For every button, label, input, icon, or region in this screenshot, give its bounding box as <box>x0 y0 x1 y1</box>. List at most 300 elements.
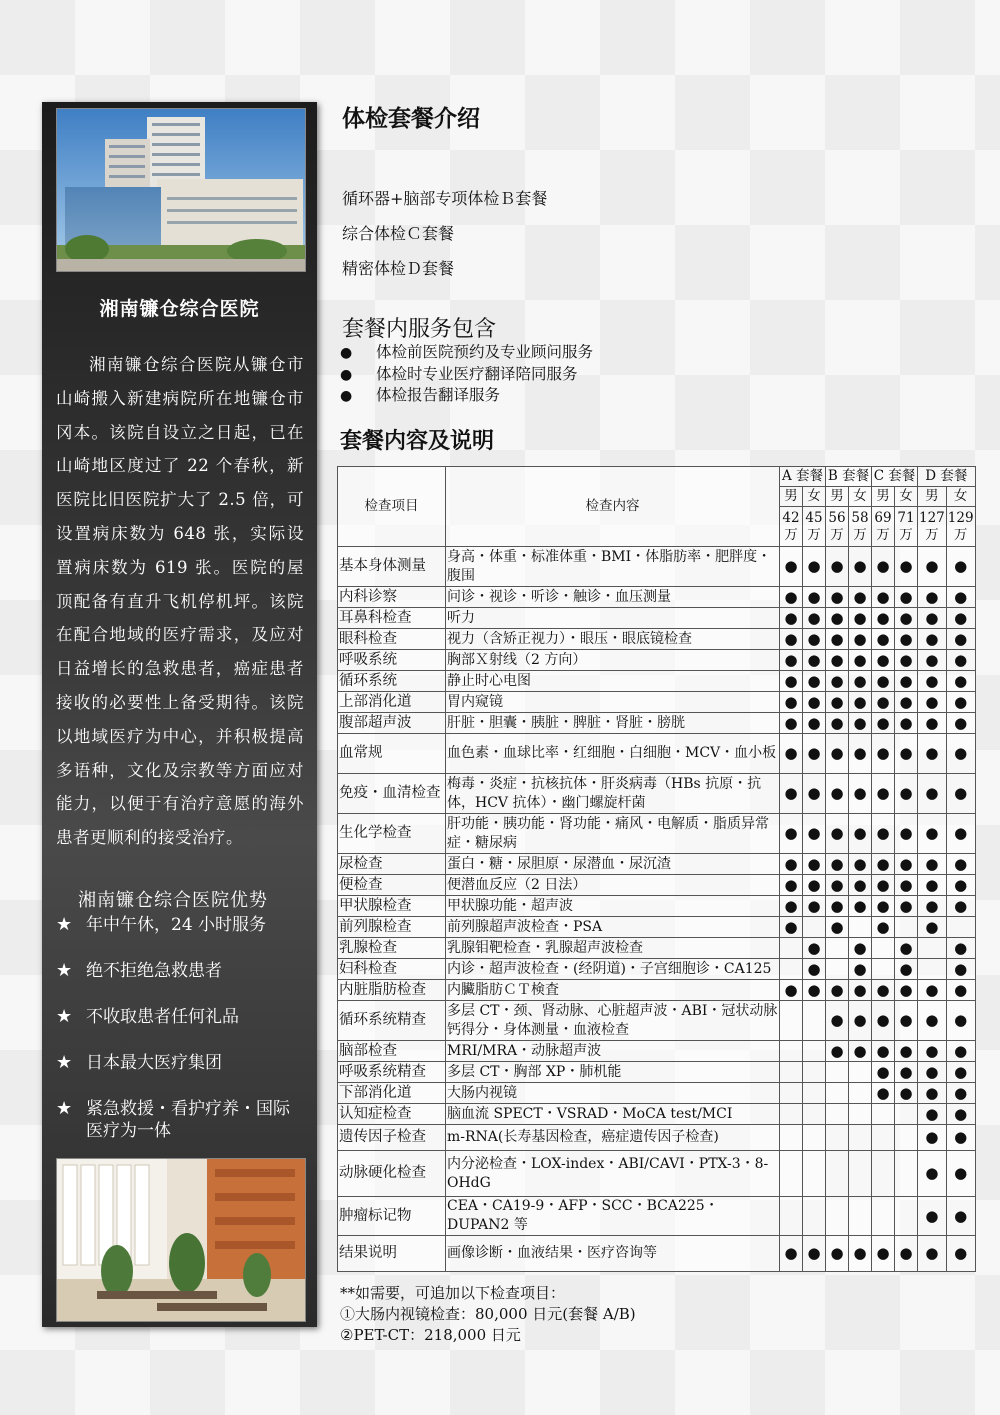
empty-cell <box>780 1083 803 1104</box>
table-row <box>338 1104 976 1125</box>
included-mark: ● <box>895 980 918 1001</box>
included-mark: ● <box>826 734 849 774</box>
table-title: 套餐内容及说明 <box>340 428 495 454</box>
price-value: 69 <box>874 509 892 526</box>
included-mark: ● <box>826 608 849 629</box>
table-row <box>338 875 976 896</box>
included-mark: ● <box>780 587 803 608</box>
row-item: 动脉硬化检查 <box>338 1151 446 1197</box>
included-mark: ● <box>895 650 918 671</box>
service-item: ● 体检前医院预约及专业顾问服务 <box>340 342 593 364</box>
included-mark: ● <box>918 1125 947 1151</box>
included-mark: ● <box>803 692 826 713</box>
table-row <box>338 1236 976 1272</box>
checkup-table <box>337 466 976 1272</box>
included-mark: ● <box>780 814 803 854</box>
table-row <box>338 938 976 959</box>
included-mark: ● <box>946 734 975 774</box>
row-item: 生化学检查 <box>338 814 446 854</box>
advantages-list <box>56 914 306 1144</box>
included-mark: ● <box>826 896 849 917</box>
price-unit: 万 <box>830 526 844 543</box>
included-mark: ● <box>826 1236 849 1272</box>
row-content: 画像诊断・血液结果・医疗咨询等 <box>446 1236 780 1272</box>
empty-cell <box>826 1197 849 1236</box>
included-mark: ● <box>803 875 826 896</box>
included-mark: ● <box>946 692 975 713</box>
table-row <box>338 587 976 608</box>
included-mark: ● <box>918 1236 947 1272</box>
plan-a-header: A 套餐 <box>780 467 826 487</box>
page-title: 体检套餐介绍 <box>342 105 480 132</box>
table-row <box>338 1083 976 1104</box>
included-mark: ● <box>803 713 826 734</box>
row-content: 梅毒・炎症・抗核抗体・肝炎病毒（HBs 抗原・抗体，HCV 抗体）・幽门螺旋杆菌 <box>446 774 780 814</box>
included-mark: ● <box>895 1083 918 1104</box>
included-mark: ● <box>780 547 803 587</box>
included-mark: ● <box>849 713 872 734</box>
included-mark: ● <box>872 671 895 692</box>
included-mark: ● <box>946 713 975 734</box>
row-content: 脑血流 SPECT・VSRAD・MoCA test/MCI <box>446 1104 780 1125</box>
notes <box>340 1283 636 1346</box>
included-mark: ● <box>849 1001 872 1041</box>
included-mark: ● <box>895 896 918 917</box>
included-mark: ● <box>803 814 826 854</box>
included-mark: ● <box>872 692 895 713</box>
empty-cell <box>849 1062 872 1083</box>
table-row <box>338 917 976 938</box>
table-row <box>338 774 976 814</box>
included-mark: ● <box>946 608 975 629</box>
plan-d-header: D 套餐 <box>918 467 976 487</box>
table-row <box>338 1197 976 1236</box>
included-mark: ● <box>946 1041 975 1062</box>
included-mark: ● <box>946 959 975 980</box>
star-icon: ★ <box>56 1098 73 1119</box>
empty-cell <box>849 1104 872 1125</box>
included-mark: ● <box>849 1041 872 1062</box>
row-content: 蛋白・糖・尿胆原・尿潜血・尿沉渣 <box>446 854 780 875</box>
included-mark: ● <box>803 629 826 650</box>
included-mark: ● <box>946 629 975 650</box>
empty-cell <box>803 1125 826 1151</box>
included-mark: ● <box>803 774 826 814</box>
included-mark: ● <box>918 980 947 1001</box>
included-mark: ● <box>946 1083 975 1104</box>
row-item: 下部消化道 <box>338 1083 446 1104</box>
included-mark: ● <box>872 1083 895 1104</box>
gender-cell: 男 <box>826 487 849 507</box>
row-content: 听力 <box>446 608 780 629</box>
row-item: 内脏脂肪检查 <box>338 980 446 1001</box>
empty-cell <box>849 1083 872 1104</box>
included-mark: ● <box>918 1041 947 1062</box>
included-mark: ● <box>826 917 849 938</box>
empty-cell <box>826 1151 849 1197</box>
included-mark: ● <box>946 587 975 608</box>
table-row <box>338 1041 976 1062</box>
included-mark: ● <box>803 980 826 1001</box>
service-item: ● 体检时专业医疗翻译陪同服务 <box>340 364 593 386</box>
included-mark: ● <box>849 692 872 713</box>
price-cell <box>803 507 826 547</box>
included-mark: ● <box>780 875 803 896</box>
gender-cell: 男 <box>918 487 947 507</box>
price-unit: 万 <box>925 526 939 543</box>
table-row <box>338 814 976 854</box>
table-row <box>338 854 976 875</box>
included-mark: ● <box>849 629 872 650</box>
price-cell <box>849 507 872 547</box>
empty-cell <box>872 1104 895 1125</box>
included-mark: ● <box>872 896 895 917</box>
included-mark: ● <box>895 587 918 608</box>
row-content: 前列腺超声波检查・PSA <box>446 917 780 938</box>
empty-cell <box>872 938 895 959</box>
table-row <box>338 734 976 774</box>
row-item: 眼科检查 <box>338 629 446 650</box>
row-item: 耳鼻科检查 <box>338 608 446 629</box>
empty-cell <box>895 917 918 938</box>
included-mark: ● <box>946 814 975 854</box>
table-row <box>338 671 976 692</box>
included-mark: ● <box>849 980 872 1001</box>
row-content: 静止时心电图 <box>446 671 780 692</box>
empty-cell <box>826 1104 849 1125</box>
included-mark: ● <box>780 896 803 917</box>
empty-cell <box>803 917 826 938</box>
bullet-icon: ● <box>340 345 353 361</box>
included-mark: ● <box>849 734 872 774</box>
table-row <box>338 1151 976 1197</box>
included-mark: ● <box>849 774 872 814</box>
included-mark: ● <box>849 587 872 608</box>
empty-cell <box>872 1197 895 1236</box>
table-row <box>338 1062 976 1083</box>
included-mark: ● <box>826 692 849 713</box>
services-list <box>340 342 593 407</box>
empty-cell <box>826 959 849 980</box>
bullet-icon: ● <box>340 388 353 404</box>
price-cell <box>918 507 947 547</box>
included-mark: ● <box>780 1236 803 1272</box>
included-mark: ● <box>895 854 918 875</box>
gender-cell: 女 <box>803 487 826 507</box>
price-value: 45 <box>805 509 823 526</box>
included-mark: ● <box>895 713 918 734</box>
included-mark: ● <box>895 692 918 713</box>
included-mark: ● <box>918 814 947 854</box>
table-row <box>338 629 976 650</box>
included-mark: ● <box>803 547 826 587</box>
included-mark: ● <box>780 854 803 875</box>
included-mark: ● <box>918 713 947 734</box>
included-mark: ● <box>918 671 947 692</box>
price-cell <box>780 507 803 547</box>
empty-cell <box>872 1125 895 1151</box>
empty-cell <box>826 1125 849 1151</box>
row-content: 乳腺钼靶检查・乳腺超声波检查 <box>446 938 780 959</box>
included-mark: ● <box>872 1062 895 1083</box>
row-item: 妇科检查 <box>338 959 446 980</box>
empty-cell <box>780 959 803 980</box>
included-mark: ● <box>946 1104 975 1125</box>
row-item: 血常规 <box>338 734 446 774</box>
col-content-header: 检查内容 <box>446 467 780 547</box>
price-unit: 万 <box>876 526 890 543</box>
included-mark: ● <box>780 734 803 774</box>
price-value: 71 <box>897 509 915 526</box>
included-mark: ● <box>826 1001 849 1041</box>
notes-header: **如需要，可追加以下检查项目： <box>340 1284 566 1302</box>
row-item: 便检查 <box>338 875 446 896</box>
included-mark: ● <box>826 650 849 671</box>
included-mark: ● <box>946 650 975 671</box>
empty-cell <box>895 1197 918 1236</box>
included-mark: ● <box>946 1197 975 1236</box>
included-mark: ● <box>803 1236 826 1272</box>
gender-cell: 男 <box>872 487 895 507</box>
empty-cell <box>780 1062 803 1083</box>
included-mark: ● <box>872 1041 895 1062</box>
plan-b-header: B 套餐 <box>826 467 872 487</box>
included-mark: ● <box>803 650 826 671</box>
row-content: 问诊・视诊・听诊・触诊・血压测量 <box>446 587 780 608</box>
included-mark: ● <box>895 1041 918 1062</box>
empty-cell <box>849 917 872 938</box>
included-mark: ● <box>895 1236 918 1272</box>
table-row <box>338 692 976 713</box>
included-mark: ● <box>946 980 975 1001</box>
col-item-header: 检查项目 <box>338 467 446 547</box>
row-content: 内诊・超声波检查・(经阴道)・子宫细胞诊・CA125 <box>446 959 780 980</box>
empty-cell <box>895 1125 918 1151</box>
price-value: 56 <box>828 509 846 526</box>
included-mark: ● <box>872 734 895 774</box>
included-mark: ● <box>849 875 872 896</box>
included-mark: ● <box>946 1001 975 1041</box>
gender-cell: 女 <box>849 487 872 507</box>
included-mark: ● <box>918 1001 947 1041</box>
star-icon: ★ <box>56 1052 73 1073</box>
included-mark: ● <box>780 980 803 1001</box>
row-content: 便潜血反应（2 日法） <box>446 875 780 896</box>
included-mark: ● <box>849 608 872 629</box>
included-mark: ● <box>872 980 895 1001</box>
price-value: 129 <box>947 509 974 526</box>
row-item: 前列腺检查 <box>338 917 446 938</box>
row-item: 腹部超声波 <box>338 713 446 734</box>
included-mark: ● <box>826 547 849 587</box>
included-mark: ● <box>872 917 895 938</box>
row-content: 多层 CT・颈、肾动脉、心脏超声波・ABI・冠状动脉钙得分・身体测量・血液检查 <box>446 1001 780 1041</box>
price-cell <box>946 507 975 547</box>
hospital-description: 湘南镰仓综合医院从镰仓市山崎搬入新建病院所在地镰仓市冈本。该院自设立之日起，已在山崎地区度过了 22 个春秋，新医院比旧医院扩大了 2.5 倍，可设置病床数为 648 张，实际设置病床数为 619 张。医院的屋顶配备有直升飞机停机坪。该院在配合地域的医疗需求，及应对日益增长的急救患者，癌症患者接收的必要性上备受期待。该院以地域医疗为中心，并积极提高多语种，文化及宗教等方面应对能力，以便于有治疗意愿的海外患者更顺利的接受治疗。 <box>56 355 304 848</box>
included-mark: ● <box>780 629 803 650</box>
empty-cell <box>803 1041 826 1062</box>
empty-cell <box>826 1083 849 1104</box>
included-mark: ● <box>872 875 895 896</box>
hospital-name: 湘南镰仓综合医院 <box>99 298 260 320</box>
table-row <box>338 1125 976 1151</box>
row-item: 尿检查 <box>338 854 446 875</box>
included-mark: ● <box>895 938 918 959</box>
included-mark: ● <box>946 1236 975 1272</box>
included-mark: ● <box>826 774 849 814</box>
package-d-label: 精密体检Ｄ套餐 <box>342 259 455 278</box>
row-item: 内科诊察 <box>338 587 446 608</box>
included-mark: ● <box>803 938 826 959</box>
included-mark: ● <box>780 713 803 734</box>
star-icon: ★ <box>56 914 73 935</box>
included-mark: ● <box>780 608 803 629</box>
advantage-item: ★ 不收取患者任何礼品 <box>56 1006 239 1027</box>
empty-cell <box>849 1197 872 1236</box>
row-item: 基本身体测量 <box>338 547 446 587</box>
included-mark: ● <box>895 734 918 774</box>
included-mark: ● <box>849 814 872 854</box>
included-mark: ● <box>918 608 947 629</box>
empty-cell <box>803 1001 826 1041</box>
included-mark: ● <box>826 980 849 1001</box>
included-mark: ● <box>872 814 895 854</box>
service-item: ● 体检报告翻译服务 <box>340 385 593 407</box>
included-mark: ● <box>826 587 849 608</box>
included-mark: ● <box>826 629 849 650</box>
included-mark: ● <box>895 774 918 814</box>
empty-cell <box>826 938 849 959</box>
included-mark: ● <box>895 629 918 650</box>
included-mark: ● <box>946 671 975 692</box>
empty-cell <box>803 1104 826 1125</box>
included-mark: ● <box>918 1151 947 1197</box>
row-content: 胃内窥镜 <box>446 692 780 713</box>
row-content: 肝功能・胰功能・肾功能・痛风・电解质・脂质异常症・糖尿病 <box>446 814 780 854</box>
price-cell <box>895 507 918 547</box>
included-mark: ● <box>918 587 947 608</box>
note-item: ①大肠内视镜检查：80,000 日元(套餐 A/B) <box>340 1305 636 1323</box>
advantage-item: ★ 紧急救援・看护疗养・国际医疗为一体 <box>56 1098 290 1141</box>
included-mark: ● <box>803 671 826 692</box>
included-mark: ● <box>918 774 947 814</box>
included-mark: ● <box>872 629 895 650</box>
table-row <box>338 980 976 1001</box>
row-item: 循环系统精查 <box>338 1001 446 1041</box>
included-mark: ● <box>918 1083 947 1104</box>
included-mark: ● <box>918 692 947 713</box>
row-content: 肝脏・胆囊・胰脏・脾脏・肾脏・膀胱 <box>446 713 780 734</box>
table-row <box>338 547 976 587</box>
row-content: 视力（含矫正视力）・眼压・眼底镜检查 <box>446 629 780 650</box>
empty-cell <box>895 1151 918 1197</box>
row-item: 结果说明 <box>338 1236 446 1272</box>
included-mark: ● <box>918 1197 947 1236</box>
row-item: 遗传因子检查 <box>338 1125 446 1151</box>
included-mark: ● <box>946 938 975 959</box>
included-mark: ● <box>849 896 872 917</box>
advantage-item: ★ 绝不拒绝急救患者 <box>56 960 222 981</box>
row-item: 脑部检查 <box>338 1041 446 1062</box>
table-row <box>338 896 976 917</box>
table-row <box>338 608 976 629</box>
included-mark: ● <box>803 734 826 774</box>
table-row <box>338 1001 976 1041</box>
row-content: 内臟脂肪ＣＴ検査 <box>446 980 780 1001</box>
included-mark: ● <box>872 608 895 629</box>
included-mark: ● <box>849 1236 872 1272</box>
advantages-title: 湘南镰仓综合医院优势 <box>78 890 268 911</box>
table-body <box>338 547 976 1272</box>
services-title: 套餐内服务包含 <box>342 317 497 342</box>
included-mark: ● <box>946 1062 975 1083</box>
row-content: 身高・体重・标准体重・BMI・体脂肪率・肥胖度・腹围 <box>446 547 780 587</box>
price-value: 127 <box>919 509 945 526</box>
advantage-item: ★ 年中午休，24 小时服务 <box>56 914 267 935</box>
included-mark: ● <box>918 734 947 774</box>
included-mark: ● <box>872 650 895 671</box>
included-mark: ● <box>849 671 872 692</box>
included-mark: ● <box>780 774 803 814</box>
included-mark: ● <box>918 547 947 587</box>
empty-cell <box>803 1062 826 1083</box>
included-mark: ● <box>872 713 895 734</box>
row-item: 认知症检查 <box>338 1104 446 1125</box>
included-mark: ● <box>946 854 975 875</box>
included-mark: ● <box>803 854 826 875</box>
package-b-label: 循环器+脑部专项体检Ｂ套餐 <box>342 189 548 208</box>
included-mark: ● <box>918 854 947 875</box>
included-mark: ● <box>780 917 803 938</box>
included-mark: ● <box>872 854 895 875</box>
included-mark: ● <box>918 917 947 938</box>
row-content: 胸部Ｘ射线（2 方向） <box>446 650 780 671</box>
included-mark: ● <box>946 774 975 814</box>
price-unit: 万 <box>784 526 798 543</box>
included-mark: ● <box>946 1151 975 1197</box>
included-mark: ● <box>803 896 826 917</box>
included-mark: ● <box>826 713 849 734</box>
included-mark: ● <box>803 959 826 980</box>
included-mark: ● <box>918 1062 947 1083</box>
table-row <box>338 959 976 980</box>
included-mark: ● <box>918 629 947 650</box>
included-mark: ● <box>895 671 918 692</box>
included-mark: ● <box>918 896 947 917</box>
row-item: 免疫・血清检查 <box>338 774 446 814</box>
empty-cell <box>780 1001 803 1041</box>
price-unit: 万 <box>853 526 867 543</box>
included-mark: ● <box>895 547 918 587</box>
row-content: MRI/MRA・动脉超声波 <box>446 1041 780 1062</box>
hospital-lobby-photo <box>56 1158 306 1322</box>
row-content: 甲状腺功能・超声波 <box>446 896 780 917</box>
gender-cell: 女 <box>895 487 918 507</box>
included-mark: ● <box>872 774 895 814</box>
price-value: 58 <box>851 509 869 526</box>
gender-cell: 女 <box>946 487 975 507</box>
empty-cell <box>895 1104 918 1125</box>
included-mark: ● <box>946 1125 975 1151</box>
row-content: m-RNA(长寿基因检查，癌症遗传因子检查) <box>446 1125 780 1151</box>
empty-cell <box>872 1151 895 1197</box>
row-item: 呼吸系统 <box>338 650 446 671</box>
empty-cell <box>780 1104 803 1125</box>
plan-c-header: C 套餐 <box>872 467 918 487</box>
empty-cell <box>849 1151 872 1197</box>
included-mark: ● <box>849 959 872 980</box>
included-mark: ● <box>895 608 918 629</box>
